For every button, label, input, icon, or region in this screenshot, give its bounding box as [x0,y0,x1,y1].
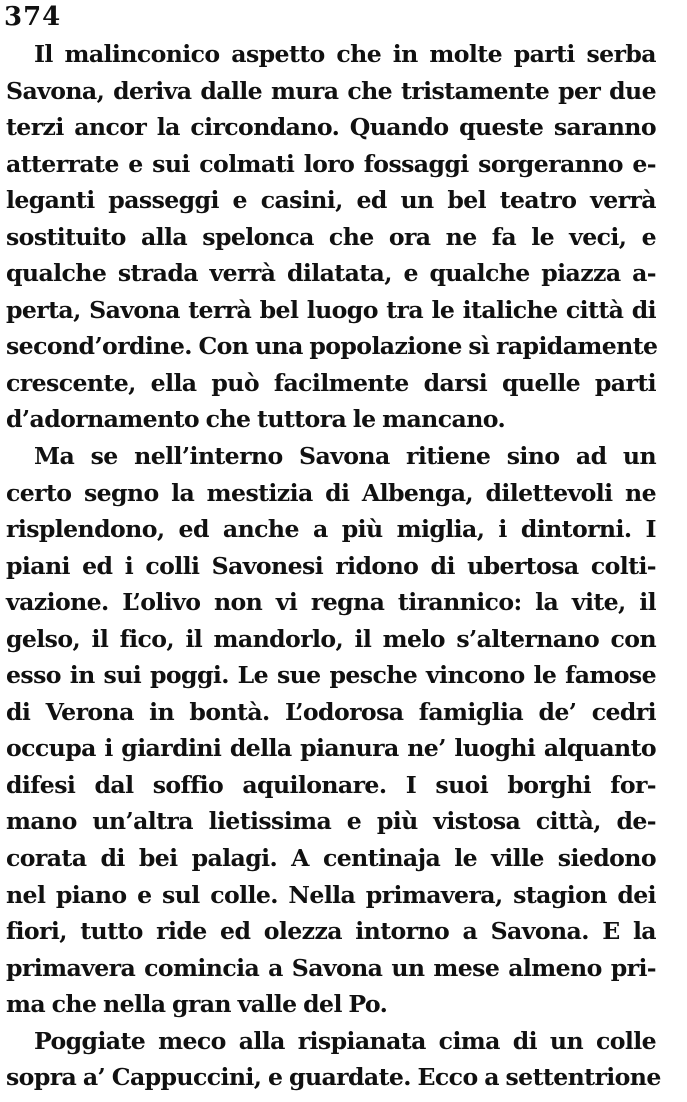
text-line: d’adornamento che tuttora le mancano. [6,405,506,434]
text-line: perta, Savona terrà bel luogo tra le italiche città di [6,295,656,324]
text-line: sostituito alla spelonca che ora ne fa le veci, e [6,222,656,251]
text-line: occupa i giardini della pianura ne’ luoghi alquanto [6,734,656,763]
text-line: fiori, tutto ride ed olezza intorno a Savona. E la [6,917,656,946]
text-line: atterrate e sui colmati loro fossaggi sorgeranno e- [6,149,656,178]
text-line: mano un’altra lietissima e più vistosa città, de- [6,807,656,836]
text-body [6,36,661,1096]
text-line: second’ordine. Con una popolazione sì rapidamente [6,332,658,361]
text-line: corata di bei palagi. A centinaja le ville siedono [6,844,656,873]
text-line: leganti passeggi e casini, ed un bel teatro verrà [6,186,656,215]
paragraph-3 [6,1023,661,1096]
page-number: 374 [4,2,62,32]
text-line: difesi dal soffio aquilonare. I suoi borghi for- [6,770,656,799]
paragraph-2 [6,438,656,1023]
text-line: certo segno la mestizia di Albenga, dilettevoli ne [6,478,656,507]
text-line: Savona, deriva dalle mura che tristamente per due [6,76,656,105]
text-line: vazione. L’olivo non vi regna tirannico: la vite, il [6,588,656,617]
text-line: qualche strada verrà dilatata, e qualche piazza a- [6,259,656,288]
text-line: Ma se nell’interno Savona ritiene sino ad un [34,442,656,471]
text-line: piani ed i colli Savonesi ridono di ubertosa colti- [6,551,656,580]
text-line: nel piano e sul colle. Nella primavera, stagion dei [6,880,656,909]
text-line: crescente, ella può facilmente darsi quelle parti [6,368,656,397]
text-line: risplendono, ed anche a più miglia, i dintorni. I [6,515,656,544]
text-line: Il malinconico aspetto che in molte parti serba [34,40,656,68]
text-line: ma che nella gran valle del Po. [6,990,388,1019]
paragraph-1 [6,36,656,438]
text-line: Poggiate meco alla rispianata cima di un colle [34,1026,656,1055]
text-line: primavera comincia a Savona un mese almeno pri- [6,953,656,982]
text-line: terzi ancor la circondano. Quando queste saranno [6,113,656,142]
text-line: esso in sui poggi. Le sue pesche vincono le famose [6,661,656,690]
text-line: gelso, il fico, il mandorlo, il melo s’alternano con [6,624,656,653]
text-line: di Verona in bontà. L’odorosa famiglia de’ cedri [6,697,656,726]
text-line: sopra a’ Cappuccini, e guardate. Ecco a settentrione [6,1063,661,1092]
